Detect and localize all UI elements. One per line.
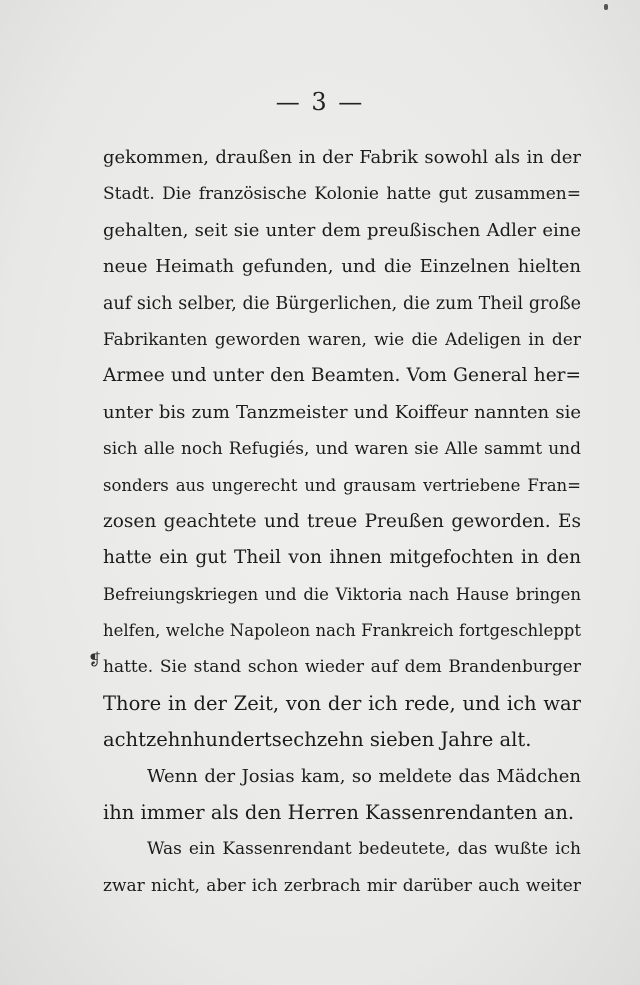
text-line: Wenn der Josias kam, so meldete das Mädchen: [147, 765, 581, 787]
text-line: gekommen, draußen in der Fabrik sowohl als in der: [103, 147, 581, 168]
page-number: — 3 —: [275, 88, 365, 116]
text-line: Stadt. Die französische Kolonie hatte gut zusammen=: [103, 184, 581, 205]
text-line: Befreiungskriegen und die Viktoria nach Hause bringen: [103, 584, 581, 604]
ink-speck: [604, 4, 608, 10]
text-line: Armee und unter den Beamten. Vom General her=: [103, 365, 581, 387]
body-text: [103, 140, 581, 904]
text-line: zwar nicht, aber ich zerbrach mir darüber auch weiter: [103, 875, 581, 896]
text-line: Fabrikanten geworden waren, wie die Adeligen in der: [103, 329, 581, 350]
text-line: hatte ein gut Theil von ihnen mitgefochten in den: [103, 547, 581, 569]
text-line: unter bis zum Tanzmeister und Koiffeur nannten sie: [103, 401, 581, 423]
text-line: gehalten, seit sie unter dem preußischen Adler eine: [103, 219, 581, 241]
text-line: helfen, welche Napoleon nach Frankreich fortgeschleppt: [103, 621, 581, 641]
text-line: achtzehnhundertsechzehn sieben Jahre alt.: [103, 728, 532, 752]
text-line: sonders aus ungerecht und grausam vertriebene Fran=: [103, 475, 581, 495]
text-line: zosen geachtete und treue Preußen geworden. Es: [103, 510, 581, 532]
text-line: Thore in der Zeit, von der ich rede, und ich war: [103, 691, 581, 715]
text-line: neue Heimath gefunden, und die Einzelnen hielten: [103, 256, 581, 278]
text-line: sich alle noch Refugiés, und waren sie Alle sammt und: [103, 439, 581, 460]
text-line: auf sich selber, die Bürgerlichen, die zum Theil große: [103, 293, 581, 314]
text-line: hatte. Sie stand schon wieder auf dem Brandenburger: [103, 657, 581, 678]
text-line: ihn immer als den Herren Kassenrendanten an.: [103, 801, 575, 825]
margin-mark: ❡: [88, 650, 102, 669]
text-line: Was ein Kassenrendant bedeutete, das wußte ich: [147, 839, 581, 860]
